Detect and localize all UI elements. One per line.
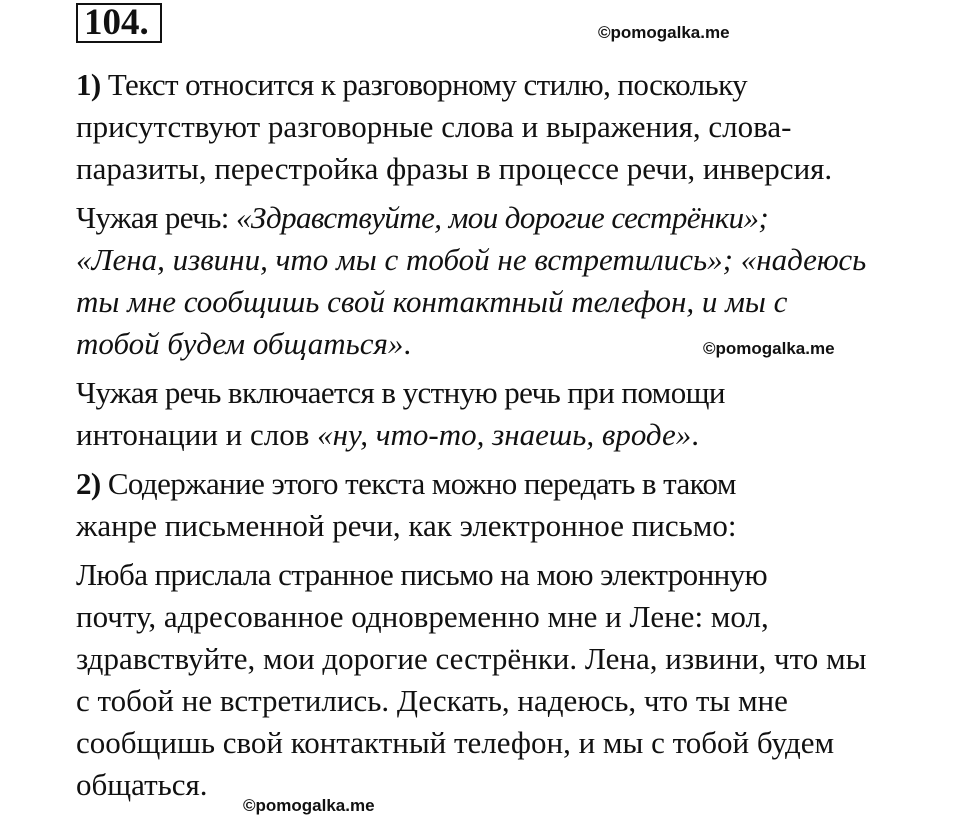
text-line: жанре письменной речи, как электронное письмо: bbox=[76, 508, 737, 543]
quote: тобой будем общаться» bbox=[76, 326, 404, 361]
text-line: 2) Содержание этого текста можно передать в таком bbox=[76, 466, 736, 501]
watermark: ©pomogalka.me bbox=[703, 339, 835, 358]
text-line: здравствуйте, мои дорогие сестрёнки. Лена, извини, что мы bbox=[76, 641, 867, 676]
text-line: Чужая речь включается в устную речь при помощи bbox=[76, 375, 725, 410]
text-line: с тобой не встретились. Дескать, надеюсь, что ты мне bbox=[76, 683, 788, 718]
text-line: Чужая речь: «Здравствуйте, мои дорогие сестрёнки»; bbox=[76, 200, 769, 235]
text-line: присутствуют разговорные слова и выражения, слова- bbox=[76, 109, 792, 144]
text-line: интонации и слов «ну, что-то, знаешь, вроде». bbox=[76, 417, 699, 452]
item-number: 1) bbox=[76, 67, 101, 102]
paragraph-genre bbox=[6, 463, 956, 547]
paragraph-speech-inclusion bbox=[6, 372, 956, 456]
quote: «ну, что-то, знаешь, вроде» bbox=[317, 417, 692, 452]
quote: ты мне сообщишь свой контактный телефон, и мы с bbox=[76, 284, 788, 319]
text-line: Люба прислала странное письмо на мою электронную bbox=[76, 557, 768, 592]
quote: «Здравствуйте, мои дорогие сестрёнки»; bbox=[235, 200, 769, 235]
text-line bbox=[6, 281, 956, 323]
paragraph-reported-speech bbox=[6, 197, 956, 365]
text-line: паразиты, перестройка фразы в процессе речи, инверсия. bbox=[76, 151, 833, 186]
text-line: почту, адресованное одновременно мне и Лене: мол, bbox=[76, 599, 769, 634]
quote: «Лена, извини, что мы с тобой не встретились»; «надеюсь bbox=[76, 242, 867, 277]
watermark: ©pomogalka.me bbox=[243, 796, 375, 815]
task-number: 104. bbox=[84, 2, 149, 43]
text-line: 1) Текст относится к разговорному стилю, поскольку bbox=[76, 67, 748, 102]
text-line: тобой будем общаться». bbox=[76, 326, 412, 361]
answer-text bbox=[6, 64, 956, 806]
task-number-box bbox=[76, 3, 162, 43]
text-line bbox=[6, 239, 956, 281]
text-line: общаться. bbox=[76, 767, 208, 802]
text-line: сообщишь свой контактный телефон, и мы с тобой будем bbox=[76, 725, 835, 760]
paragraph-email-retelling bbox=[6, 554, 956, 806]
watermark: ©pomogalka.me bbox=[598, 23, 730, 42]
paragraph-style-analysis bbox=[6, 64, 956, 190]
item-number: 2) bbox=[76, 466, 101, 501]
